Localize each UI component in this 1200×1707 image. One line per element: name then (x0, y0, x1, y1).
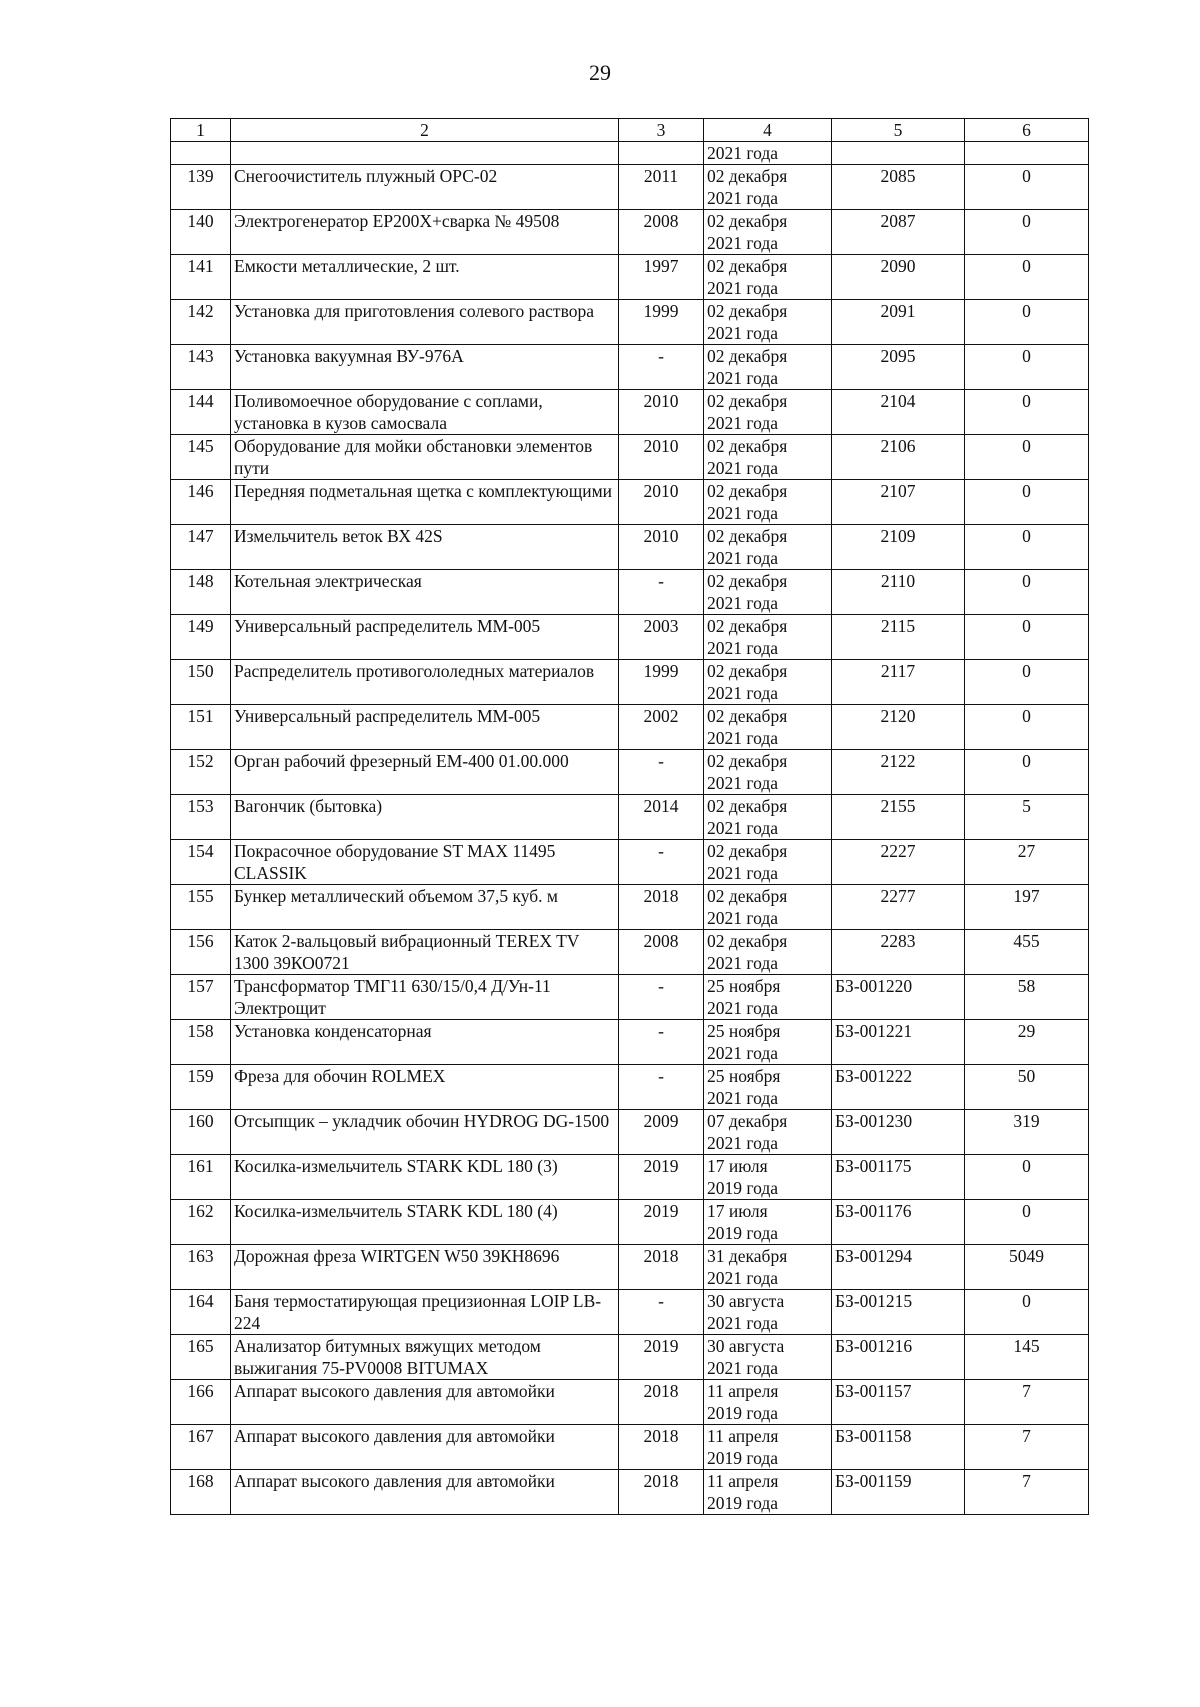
cell-code: БЗ-001158 (832, 1425, 965, 1470)
cell-value: 0 (965, 705, 1089, 750)
cell-code: 2122 (832, 750, 965, 795)
cell-code: 2109 (832, 525, 965, 570)
date-year: 2019 года (707, 1448, 779, 1468)
table-row (171, 210, 1089, 255)
cell-name: Вагончик (бытовка) (231, 795, 619, 840)
date-year: 2021 года (707, 1133, 779, 1153)
cell-code: 2115 (832, 615, 965, 660)
cell-date (704, 1245, 832, 1290)
cell-num: 167 (171, 1425, 231, 1470)
cell-value: 5 (965, 795, 1089, 840)
date-year: 2021 года (707, 323, 779, 343)
table-row (171, 300, 1089, 345)
cell-num: 160 (171, 1110, 231, 1155)
table-row (171, 930, 1089, 975)
date-year: 2021 года (707, 1358, 779, 1378)
cell-date (704, 1335, 832, 1380)
date-year: 2021 года (707, 503, 779, 523)
cell-value: 0 (965, 210, 1089, 255)
cell-date (704, 795, 832, 840)
date-day-month: 11 апреля (707, 1426, 779, 1446)
date-year: 2021 года (707, 413, 779, 433)
cell-num: 155 (171, 885, 231, 930)
cell-code: БЗ-001157 (832, 1380, 965, 1425)
date-year: 2021 года (707, 1313, 779, 1333)
cell-year: 2010 (619, 480, 704, 525)
cell-code (832, 142, 965, 165)
column-header: 3 (619, 119, 704, 142)
cell-value: 0 (965, 255, 1089, 300)
date-year: 2021 года (707, 548, 779, 568)
cell-num (171, 142, 231, 165)
cell-name: Орган рабочий фрезерный ЕМ-400 01.00.000 (231, 750, 619, 795)
cell-num: 158 (171, 1020, 231, 1065)
cell-value: 58 (965, 975, 1089, 1020)
cell-code: 2227 (832, 840, 965, 885)
cell-num: 161 (171, 1155, 231, 1200)
cell-date (704, 570, 832, 615)
date-year: 2021 года (707, 863, 779, 883)
date-year: 2021 года (707, 773, 779, 793)
date-year: 2021 года (707, 593, 779, 613)
cell-date (704, 1290, 832, 1335)
cell-date (704, 165, 832, 210)
cell-name: Универсальный распределитель ММ-005 (231, 615, 619, 660)
cell-num: 152 (171, 750, 231, 795)
date-year: 2021 года (707, 188, 779, 208)
date-day-month: 02 декабря (707, 166, 788, 186)
cell-year: 2011 (619, 165, 704, 210)
table-row (171, 975, 1089, 1020)
cell-year: 2014 (619, 795, 704, 840)
date-day-month: 11 апреля (707, 1381, 779, 1401)
cell-value: 0 (965, 750, 1089, 795)
cell-num: 156 (171, 930, 231, 975)
date-year: 2021 года (707, 953, 779, 973)
cell-code: 2106 (832, 435, 965, 480)
cell-value: 0 (965, 1200, 1089, 1245)
date-day-month: 02 декабря (707, 841, 788, 861)
cell-name: Распределитель противогололедных материалов (231, 660, 619, 705)
table-row (171, 525, 1089, 570)
cell-value: 27 (965, 840, 1089, 885)
date-day-month: 02 декабря (707, 706, 788, 726)
cell-code: БЗ-001230 (832, 1110, 965, 1155)
column-header: 6 (965, 119, 1089, 142)
cell-value: 0 (965, 570, 1089, 615)
cell-year: 1997 (619, 255, 704, 300)
cell-date (704, 480, 832, 525)
date-year: 2021 года (707, 458, 779, 478)
date-day-month: 02 декабря (707, 661, 788, 681)
cell-year: - (619, 1020, 704, 1065)
cell-year: 2002 (619, 705, 704, 750)
date-day-month: 30 августа (707, 1291, 785, 1311)
cell-num: 151 (171, 705, 231, 750)
cell-year: - (619, 570, 704, 615)
date-year: 2021 года (707, 1268, 779, 1288)
date-day-month: 02 декабря (707, 211, 788, 231)
table-row (171, 750, 1089, 795)
cell-num: 154 (171, 840, 231, 885)
cell-name: Косилка-измельчитель STARK KDL 180 (4) (231, 1200, 619, 1245)
date-year: 2021 года (707, 818, 779, 838)
cell-value: 0 (965, 1155, 1089, 1200)
cell-code: 2283 (832, 930, 965, 975)
table-row (171, 1065, 1089, 1110)
cell-code: БЗ-001215 (832, 1290, 965, 1335)
cell-code: 2155 (832, 795, 965, 840)
cell-year: 2010 (619, 525, 704, 570)
cell-date (704, 300, 832, 345)
cell-code: БЗ-001176 (832, 1200, 965, 1245)
cell-date (704, 525, 832, 570)
table-row (171, 1110, 1089, 1155)
cell-year: 2019 (619, 1335, 704, 1380)
cell-name: Косилка-измельчитель STARK KDL 180 (3) (231, 1155, 619, 1200)
date-day-month: 25 ноября (707, 1066, 781, 1086)
cell-value: 0 (965, 390, 1089, 435)
date-year: 2019 года (707, 1403, 779, 1423)
cell-date (704, 750, 832, 795)
cell-year: 1999 (619, 300, 704, 345)
cell-name: Оборудование для мойки обстановки элементов пути (231, 435, 619, 480)
page-number: 29 (589, 60, 611, 85)
cell-code: БЗ-001221 (832, 1020, 965, 1065)
cell-year: 2010 (619, 390, 704, 435)
date-day-month: 25 ноября (707, 976, 781, 996)
table-row (171, 480, 1089, 525)
date-day-month: 17 июля (707, 1156, 768, 1176)
date-day-month: 02 декабря (707, 346, 788, 366)
cell-num: 142 (171, 300, 231, 345)
cell-date (704, 930, 832, 975)
cell-year: 2018 (619, 885, 704, 930)
cell-date (704, 345, 832, 390)
cell-date (704, 1020, 832, 1065)
cell-year: 2009 (619, 1110, 704, 1155)
cell-date (704, 1470, 832, 1515)
cell-name: Отсыпщик – укладчик обочин HYDROG DG-1500 (231, 1110, 619, 1155)
cell-num: 146 (171, 480, 231, 525)
cell-value: 7 (965, 1380, 1089, 1425)
date-day-month: 02 декабря (707, 931, 788, 951)
table-row (171, 795, 1089, 840)
date-day-month: 02 декабря (707, 301, 788, 321)
cell-date (704, 255, 832, 300)
cell-date (704, 885, 832, 930)
cell-date (704, 210, 832, 255)
table-row (171, 570, 1089, 615)
table-row (171, 660, 1089, 705)
cell-year: 2003 (619, 615, 704, 660)
cell-value: 455 (965, 930, 1089, 975)
cell-date (704, 1110, 832, 1155)
date-year: 2019 года (707, 1493, 779, 1513)
table-row (171, 165, 1089, 210)
date-year: 2021 года (707, 638, 779, 658)
cell-code: БЗ-001220 (832, 975, 965, 1020)
date-day-month: 02 декабря (707, 391, 788, 411)
cell-value (965, 142, 1089, 165)
table-row (171, 1200, 1089, 1245)
cell-num: 157 (171, 975, 231, 1020)
table-row (171, 1245, 1089, 1290)
cell-num: 162 (171, 1200, 231, 1245)
cell-code: 2104 (832, 390, 965, 435)
cell-value: 145 (965, 1335, 1089, 1380)
cell-name: Универсальный распределитель ММ-005 (231, 705, 619, 750)
continuation-row (171, 142, 1089, 165)
date-year: 2021 года (707, 908, 779, 928)
cell-value: 197 (965, 885, 1089, 930)
table-row (171, 885, 1089, 930)
table-row (171, 615, 1089, 660)
date-day-month: 02 декабря (707, 436, 788, 456)
date-day-month: 31 декабря (707, 1246, 788, 1266)
cell-date (704, 1425, 832, 1470)
cell-code: 2087 (832, 210, 965, 255)
cell-year: - (619, 750, 704, 795)
date-day-month: 02 декабря (707, 751, 788, 771)
cell-num: 163 (171, 1245, 231, 1290)
cell-num: 159 (171, 1065, 231, 1110)
cell-value: 0 (965, 435, 1089, 480)
table-body (171, 142, 1089, 1515)
cell-num: 144 (171, 390, 231, 435)
cell-year: 2008 (619, 210, 704, 255)
table-row (171, 1020, 1089, 1065)
table-row (171, 705, 1089, 750)
date-day-month: 25 ноября (707, 1021, 781, 1041)
date-year: 2021 года (707, 998, 779, 1018)
column-header: 5 (832, 119, 965, 142)
cell-year: - (619, 840, 704, 885)
cell-value: 0 (965, 480, 1089, 525)
date-year: 2019 года (707, 1223, 779, 1243)
cell-num: 140 (171, 210, 231, 255)
cell-value: 50 (965, 1065, 1089, 1110)
cell-name: Снегоочиститель плужный ОРС-02 (231, 165, 619, 210)
column-number-header-row (171, 119, 1089, 142)
cell-num: 147 (171, 525, 231, 570)
cell-code: БЗ-001216 (832, 1335, 965, 1380)
date-day-month: 02 декабря (707, 886, 788, 906)
cell-code: 2277 (832, 885, 965, 930)
date-year: 2021 года (707, 233, 779, 253)
cell-code: 2117 (832, 660, 965, 705)
cell-year: 2018 (619, 1380, 704, 1425)
column-header: 2 (231, 119, 619, 142)
cell-code: 2107 (832, 480, 965, 525)
cell-date (704, 660, 832, 705)
cell-name: Дорожная фреза WIRTGEN W50 39КН8696 (231, 1245, 619, 1290)
cell-year: 2010 (619, 435, 704, 480)
date-day-month: 17 июля (707, 1201, 768, 1221)
table-row (171, 1470, 1089, 1515)
cell-name: Установка для приготовления солевого раствора (231, 300, 619, 345)
cell-num: 149 (171, 615, 231, 660)
cell-value: 29 (965, 1020, 1089, 1065)
cell-code: 2091 (832, 300, 965, 345)
cell-year: - (619, 345, 704, 390)
column-header: 4 (704, 119, 832, 142)
cell-value: 7 (965, 1425, 1089, 1470)
table-row (171, 435, 1089, 480)
cell-name: Бункер металлический объемом 37,5 куб. м (231, 885, 619, 930)
cell-year: - (619, 1290, 704, 1335)
cell-num: 148 (171, 570, 231, 615)
cell-name: Емкости металлические, 2 шт. (231, 255, 619, 300)
table-row (171, 345, 1089, 390)
cell-code: БЗ-001175 (832, 1155, 965, 1200)
cell-date (704, 1380, 832, 1425)
date-year: 2021 года (707, 1088, 779, 1108)
date-year: 2021 года (707, 278, 779, 298)
date-day-month: 11 апреля (707, 1471, 779, 1491)
date-day-month: 02 декабря (707, 796, 788, 816)
cell-name: Аппарат высокого давления для автомойки (231, 1380, 619, 1425)
cell-code: БЗ-001159 (832, 1470, 965, 1515)
cell-num: 166 (171, 1380, 231, 1425)
table-row (171, 1335, 1089, 1380)
cell-year: 2019 (619, 1155, 704, 1200)
cell-num: 143 (171, 345, 231, 390)
cell-name: Котельная электрическая (231, 570, 619, 615)
date-day-month: 02 декабря (707, 481, 788, 501)
cell-value: 319 (965, 1110, 1089, 1155)
cell-value: 0 (965, 300, 1089, 345)
cell-date (704, 390, 832, 435)
cell-value: 0 (965, 165, 1089, 210)
table-row (171, 390, 1089, 435)
table-row (171, 1155, 1089, 1200)
date-year: 2021 года (707, 683, 779, 703)
cell-date: 2021 года (704, 142, 832, 165)
cell-name: Фреза для обочин ROLMEX (231, 1065, 619, 1110)
cell-date (704, 615, 832, 660)
date-day-month: 02 декабря (707, 256, 788, 276)
cell-name: Поливомоечное оборудование с соплами, установка в кузов самосвала (231, 390, 619, 435)
table-row (171, 255, 1089, 300)
cell-num: 139 (171, 165, 231, 210)
cell-year: 2018 (619, 1470, 704, 1515)
cell-year: 2019 (619, 1200, 704, 1245)
cell-name: Трансформатор ТМГ11 630/15/0,4 Д/Ун-11 Электрощит (231, 975, 619, 1020)
date-day-month: 02 декабря (707, 526, 788, 546)
cell-name: Аппарат высокого давления для автомойки (231, 1425, 619, 1470)
cell-value: 0 (965, 660, 1089, 705)
cell-date (704, 840, 832, 885)
cell-code: 2110 (832, 570, 965, 615)
cell-name: Каток 2-вальцовый вибрационный TEREX TV 1300 39КО0721 (231, 930, 619, 975)
cell-name: Баня термостатирующая прецизионная LOIP LB-224 (231, 1290, 619, 1335)
cell-name: Электрогенератор ЕР200Х+сварка № 49508 (231, 210, 619, 255)
cell-date (704, 1155, 832, 1200)
cell-value: 0 (965, 615, 1089, 660)
cell-code: 2120 (832, 705, 965, 750)
cell-name: Покрасочное оборудование ST MAX 11495 CLASSIK (231, 840, 619, 885)
property-registry-table (170, 118, 1089, 1515)
cell-num: 150 (171, 660, 231, 705)
column-header: 1 (171, 119, 231, 142)
cell-date (704, 435, 832, 480)
cell-code: БЗ-001294 (832, 1245, 965, 1290)
cell-num: 153 (171, 795, 231, 840)
cell-value: 0 (965, 345, 1089, 390)
cell-num: 164 (171, 1290, 231, 1335)
cell-num: 165 (171, 1335, 231, 1380)
cell-code: 2095 (832, 345, 965, 390)
cell-name: Установка вакуумная ВУ-976А (231, 345, 619, 390)
cell-name: Аппарат высокого давления для автомойки (231, 1470, 619, 1515)
table-row (171, 1290, 1089, 1335)
cell-date (704, 1200, 832, 1245)
cell-name: Передняя подметальная щетка с комплектующими (231, 480, 619, 525)
cell-year: 1999 (619, 660, 704, 705)
table-row (171, 1425, 1089, 1470)
cell-date (704, 1065, 832, 1110)
cell-code: 2085 (832, 165, 965, 210)
cell-code: БЗ-001222 (832, 1065, 965, 1110)
cell-value: 0 (965, 1290, 1089, 1335)
date-day-month: 02 декабря (707, 616, 788, 636)
cell-value: 5049 (965, 1245, 1089, 1290)
cell-name (231, 142, 619, 165)
cell-num: 168 (171, 1470, 231, 1515)
table-row (171, 840, 1089, 885)
cell-name: Установка конденсаторная (231, 1020, 619, 1065)
date-day-month: 07 декабря (707, 1111, 788, 1131)
date-day-month: 02 декабря (707, 571, 788, 591)
cell-num: 145 (171, 435, 231, 480)
cell-year: - (619, 975, 704, 1020)
date-year: 2021 года (707, 1043, 779, 1063)
cell-value: 7 (965, 1470, 1089, 1515)
date-year: 2019 года (707, 1178, 779, 1198)
cell-code: 2090 (832, 255, 965, 300)
cell-year: - (619, 1065, 704, 1110)
cell-date (704, 975, 832, 1020)
cell-year (619, 142, 704, 165)
table-row (171, 1380, 1089, 1425)
date-day-month: 30 августа (707, 1336, 785, 1356)
cell-value: 0 (965, 525, 1089, 570)
cell-name: Анализатор битумных вяжущих методом выжигания 75-PV0008 BITUMAX (231, 1335, 619, 1380)
cell-year: 2018 (619, 1245, 704, 1290)
cell-name: Измельчитель веток ВХ 42S (231, 525, 619, 570)
date-year: 2021 года (707, 368, 779, 388)
date-year: 2021 года (707, 728, 779, 748)
cell-num: 141 (171, 255, 231, 300)
cell-year: 2018 (619, 1425, 704, 1470)
cell-year: 2008 (619, 930, 704, 975)
cell-date (704, 705, 832, 750)
